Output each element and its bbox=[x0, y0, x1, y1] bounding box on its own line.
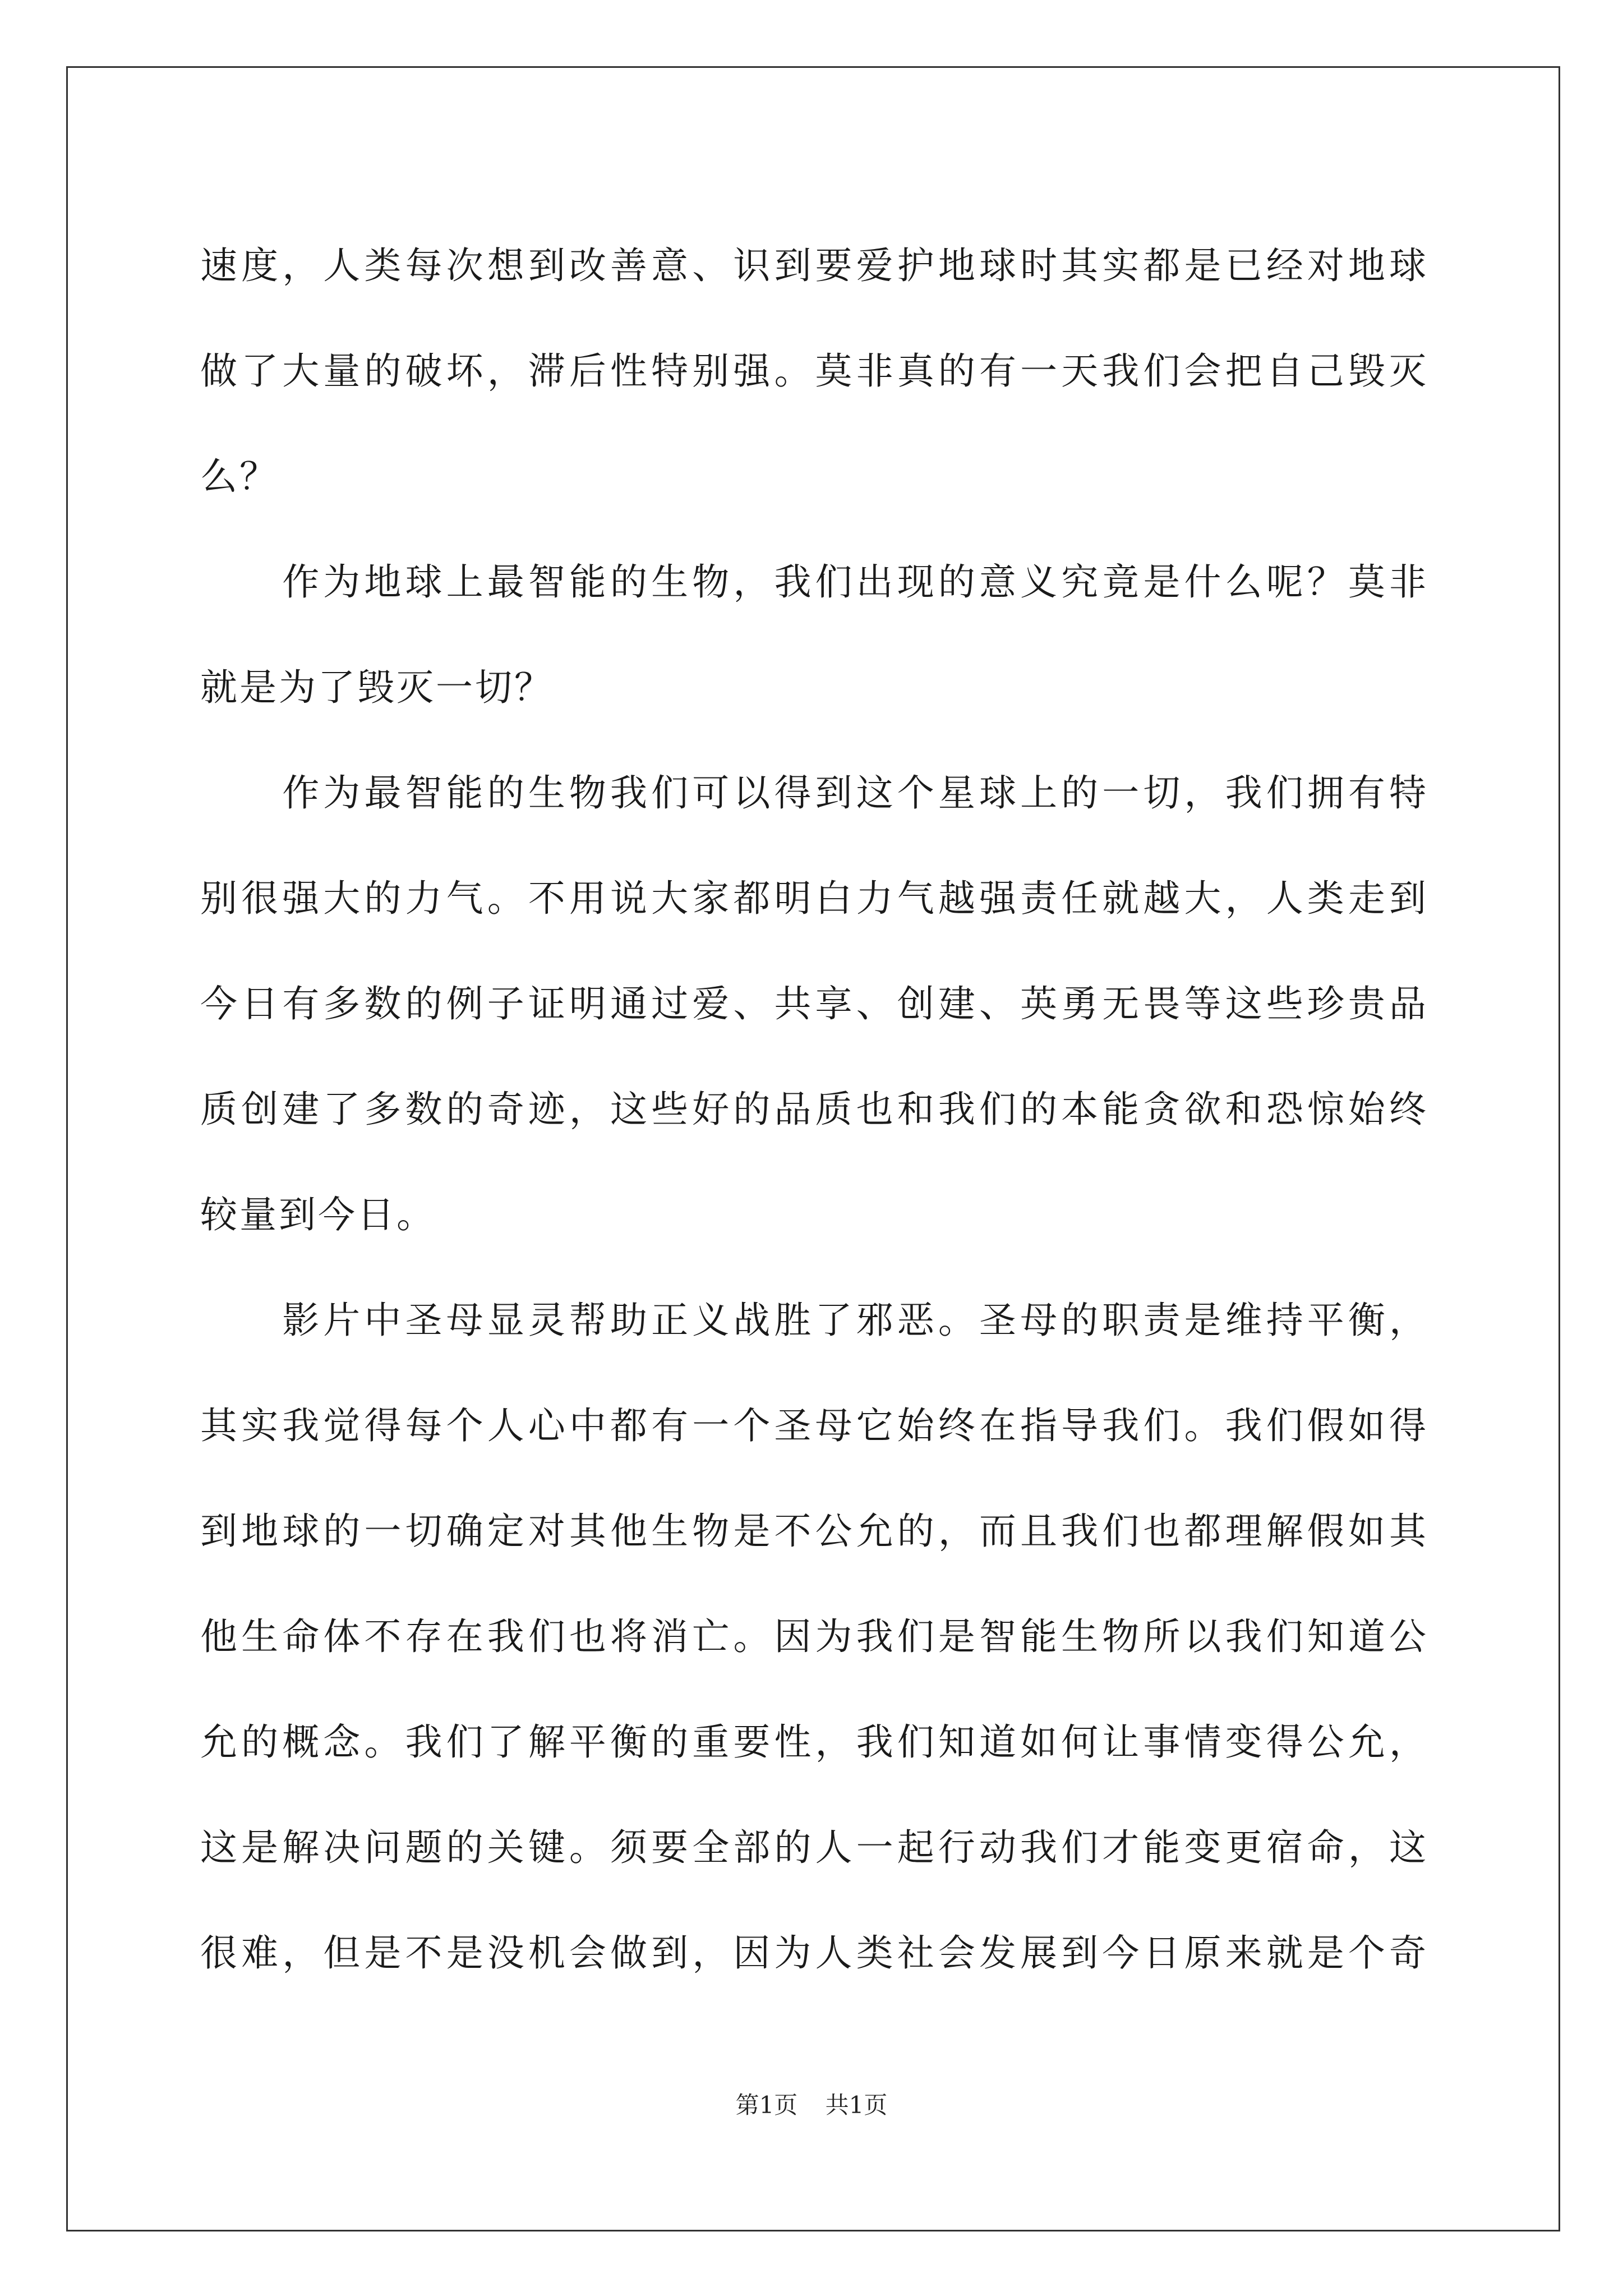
text-line: 较量到今日。 bbox=[200, 1193, 436, 1236]
page-footer bbox=[0, 2087, 1623, 2120]
paragraph-2 bbox=[200, 530, 1428, 740]
text-line: 允的概念。我们了解平衡的重要性，我们知道如何让事情变得公允， bbox=[200, 1720, 1428, 1764]
text-line: 作为地球上最智能的生物，我们出现的意义究竟是什么呢？莫非 bbox=[200, 560, 1428, 604]
text-line: 这是解决问题的关键。须要全部的人一起行动我们才能变更宿命，这 bbox=[200, 1826, 1428, 1869]
text-line: 影片中圣母显灵帮助正义战胜了邪恶。圣母的职责是维持平衡， bbox=[200, 1299, 1428, 1342]
text-line: 么？ bbox=[200, 455, 279, 498]
text-line: 今日有多数的例子证明通过爱、共享、创建、英勇无畏等这些珍贵品 bbox=[200, 982, 1428, 1025]
text-line: 就是为了毁灭一切？ bbox=[200, 666, 554, 709]
text-line: 很难，但是不是没机会做到，因为人类社会发展到今日原来就是个奇 bbox=[200, 1931, 1428, 1975]
text-line: 别很强大的力气。不用说大家都明白力气越强责任就越大，人类走到 bbox=[200, 877, 1428, 920]
paragraph-4 bbox=[200, 1268, 1428, 2006]
text-line: 其实我觉得每个人心中都有一个圣母它始终在指导我们。我们假如得 bbox=[200, 1404, 1428, 1447]
text-line: 做了大量的破坏，滞后性特别强。莫非真的有一天我们会把自己毁灭 bbox=[200, 349, 1428, 393]
text-line: 速度，人类每次想到改善意、识到要爱护地球时其实都是已经对地球 bbox=[200, 244, 1428, 287]
page-number-current: 第1页 bbox=[735, 2091, 798, 2119]
document-body bbox=[200, 213, 1428, 2006]
text-line: 作为最智能的生物我们可以得到这个星球上的一切，我们拥有特 bbox=[200, 771, 1428, 815]
page-number-total: 共1页 bbox=[825, 2091, 888, 2119]
text-line: 质创建了多数的奇迹，这些好的品质也和我们的本能贪欲和恐惊始终 bbox=[200, 1088, 1428, 1131]
paragraph-1 bbox=[200, 213, 1428, 530]
text-line: 到地球的一切确定对其他生物是不公允的，而且我们也都理解假如其 bbox=[200, 1510, 1428, 1553]
text-line: 他生命体不存在我们也将消亡。因为我们是智能生物所以我们知道公 bbox=[200, 1615, 1428, 1658]
paragraph-3 bbox=[200, 740, 1428, 1268]
